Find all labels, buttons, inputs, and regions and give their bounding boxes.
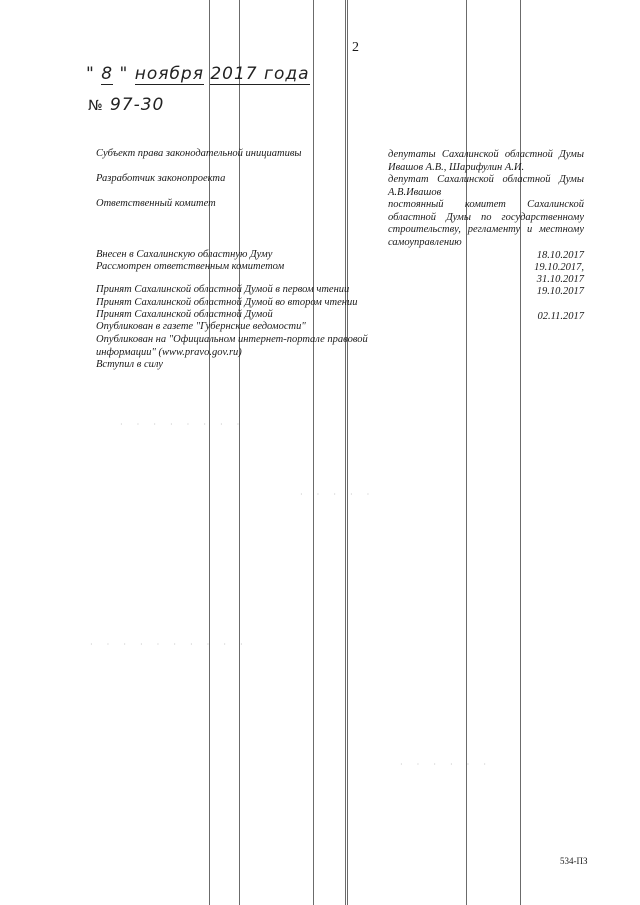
subject-value: депутаты Сахалинской областной Думы Ивашов А.В., Шарифулин А.И.: [388, 149, 584, 173]
scan-noise: · · · · · · · ·: [120, 420, 246, 429]
page-number: 2: [352, 40, 359, 55]
scan-line: [209, 0, 210, 905]
scan-line: [313, 0, 314, 905]
handwritten-number: [88, 95, 164, 115]
stage-first-reading-date: 19.10.2017: [536, 286, 584, 297]
stage-introduced-date: 18.10.2017: [536, 250, 584, 261]
stage-reviewed-date-1: 19.10.2017,: [534, 262, 584, 273]
committee-value: постоянный комитет Сахалинской областной Думы по государственному строительству, регламенту и местному самоуправлению: [388, 199, 584, 248]
committee-label: Ответственный комитет: [96, 198, 216, 209]
date-day: 8: [101, 64, 114, 84]
date-quote-open: ": [86, 64, 95, 84]
stage-published-portal-label: Опубликован на "Официальном интернет-портале правовой информации" (www.pravo.gov.ru): [96, 334, 368, 358]
date-year: 2017 года: [210, 64, 310, 84]
stage-published-newspaper-label: Опубликован в газете "Губернские ведомости": [96, 321, 306, 332]
scan-line: [347, 0, 348, 905]
scan-noise: · · · · ·: [300, 490, 376, 499]
date-quote-close: ": [119, 64, 129, 84]
scan-line: [345, 0, 346, 905]
stage-first-reading-label: Принят Сахалинской областной Думой в первом чтении: [96, 284, 350, 295]
developer-label: Разработчик законопроекта: [96, 173, 226, 184]
document-code: 534-ПЗ: [560, 856, 588, 866]
date-month: ноября: [134, 64, 204, 84]
scan-noise: · · · · · · · · · ·: [90, 640, 249, 649]
law-number: 97-30: [109, 95, 165, 115]
stage-reviewed-label: Рассмотрен ответственным комитетом: [96, 261, 285, 272]
handwritten-date: [86, 64, 310, 84]
scan-noise: · · · · · ·: [400, 760, 492, 769]
stage-introduced-label: Внесен в Сахалинскую областную Думу: [96, 249, 273, 260]
stage-adopted-date: 02.11.2017: [537, 311, 584, 322]
stage-adopted-label: Принят Сахалинской областной Думой: [96, 309, 273, 320]
stage-reviewed-date-2: 31.10.2017: [536, 274, 584, 285]
stage-in-force-label: Вступил в силу: [96, 359, 163, 370]
developer-value: депутат Сахалинской областной Думы А.В.Ивашов: [388, 174, 584, 198]
number-sign: №: [88, 98, 104, 114]
scan-line: [239, 0, 240, 905]
scan-line: [466, 0, 467, 905]
stage-second-reading-label: Принят Сахалинской областной Думой во втором чтении: [96, 297, 358, 308]
subject-label: Субъект права законодательной инициативы: [96, 148, 302, 159]
scan-line: [520, 0, 521, 905]
